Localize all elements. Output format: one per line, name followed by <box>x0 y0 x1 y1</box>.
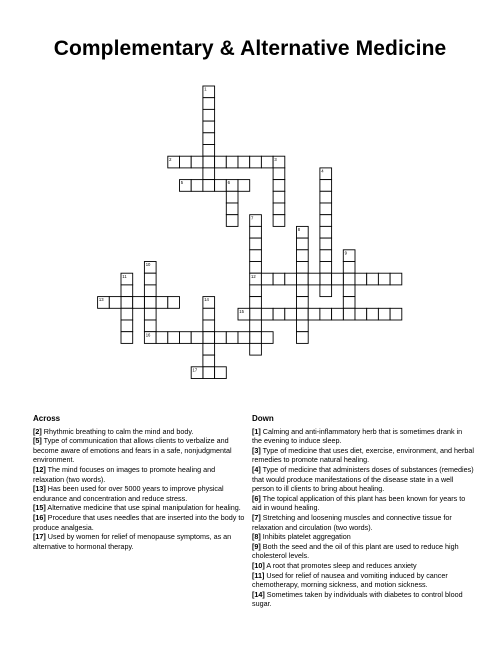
grid-cell[interactable] <box>133 297 145 309</box>
grid-cell[interactable] <box>250 343 262 355</box>
grid-cell[interactable] <box>320 180 332 192</box>
clue-number: [14] <box>252 589 265 599</box>
down-clue <box>252 590 474 609</box>
grid-cell[interactable] <box>168 332 180 344</box>
down-clue <box>252 427 474 446</box>
clue-text: The mind focuses on images to promote healing and relaxation (two words). <box>33 464 216 484</box>
grid-number: 10 <box>145 262 151 268</box>
grid-cell[interactable] <box>250 262 262 274</box>
grid-cell[interactable] <box>203 121 215 133</box>
grid-cell[interactable] <box>297 238 309 250</box>
grid-number: 1 <box>204 86 207 92</box>
clue-text: Alternative medicine that use spinal manipulation for healing. <box>45 503 241 513</box>
grid-number: 9 <box>344 250 347 256</box>
across-clue <box>33 436 245 465</box>
clue-number: [4] <box>252 464 261 474</box>
grid-cell[interactable] <box>320 308 332 320</box>
grid-cell[interactable] <box>203 355 215 367</box>
grid-cell[interactable] <box>226 156 238 168</box>
down-clue <box>252 513 474 532</box>
clue-text: Stretching and loosening muscles and connective tissue for relaxation and circulation (two words). <box>252 512 452 532</box>
clue-text: Procedure that uses needles that are inserted into the body to produce analgesia. <box>33 512 245 532</box>
grid-cell[interactable] <box>226 203 238 215</box>
grid-cell[interactable] <box>121 285 133 297</box>
grid-number: 7 <box>251 215 254 221</box>
grid-cell[interactable] <box>226 332 238 344</box>
clue-number: [7] <box>252 512 261 522</box>
grid-cell[interactable] <box>390 273 402 285</box>
grid-cell[interactable] <box>297 285 309 297</box>
grid-cell[interactable] <box>203 109 215 121</box>
grid-cell[interactable] <box>297 297 309 309</box>
grid-number: 11 <box>122 273 127 279</box>
clue-text: Type of medicine that uses diet, exercise, environment, and herbal remedies to promote natural healing. <box>252 445 475 465</box>
across-clue <box>33 484 245 503</box>
grid-number: 8 <box>297 227 301 232</box>
grid-cell[interactable] <box>180 332 192 344</box>
clue-text: Used for relief of nausea and vomiting induced by cancer chemotherapy, morning sickness, and motion sickness. <box>252 570 448 590</box>
across-clue <box>33 513 245 532</box>
clue-number: [10] <box>252 560 265 570</box>
grid-cell[interactable] <box>332 308 344 320</box>
grid-cell[interactable] <box>156 332 168 344</box>
down-clue <box>252 561 474 571</box>
grid-cell[interactable] <box>121 332 133 344</box>
clue-number: [1] <box>252 426 261 436</box>
grid-cell[interactable] <box>180 156 192 168</box>
down-clue <box>252 465 474 494</box>
across-clue-list <box>33 427 245 552</box>
down-clue-list <box>252 427 474 609</box>
grid-cell[interactable] <box>203 332 215 344</box>
grid-cell[interactable] <box>191 156 203 168</box>
grid-cell[interactable] <box>250 297 262 309</box>
grid-number: 6 <box>227 180 230 186</box>
grid-cell[interactable] <box>320 226 332 238</box>
grid-cell[interactable] <box>320 273 332 285</box>
grid-cell[interactable] <box>215 367 227 379</box>
clue-text: The topical application of this plant has been known for years to aid in wound healing. <box>252 493 466 513</box>
grid-cell[interactable] <box>297 308 309 320</box>
grid-cell[interactable] <box>261 273 273 285</box>
grid-cell[interactable] <box>273 203 285 215</box>
grid-cell[interactable] <box>109 297 121 309</box>
down-clues <box>252 414 474 609</box>
grid-cell[interactable] <box>261 332 273 344</box>
grid-cell[interactable] <box>297 273 309 285</box>
grid-cell[interactable] <box>343 297 355 309</box>
grid-cell[interactable] <box>367 273 379 285</box>
grid-cell[interactable] <box>238 332 250 344</box>
grid-cell[interactable] <box>320 285 332 297</box>
grid-cell[interactable] <box>250 285 262 297</box>
grid-cell[interactable] <box>203 145 215 157</box>
grid-number: 15 <box>239 308 244 314</box>
clue-number: [3] <box>252 445 261 455</box>
grid-cell[interactable] <box>144 285 156 297</box>
clue-number: [5] <box>33 436 42 446</box>
grid-cell[interactable] <box>238 156 250 168</box>
grid-cell[interactable] <box>250 238 262 250</box>
grid-cell[interactable] <box>250 308 262 320</box>
grid-cell[interactable] <box>297 332 309 344</box>
page-title: Complementary & Alternative Medicine <box>53 37 447 60</box>
clue-text: A root that promotes sleep and reduces anxiety <box>264 560 417 570</box>
grid-cell[interactable] <box>320 262 332 274</box>
clue-text: Inhibits platelet aggregation <box>260 532 351 542</box>
grid-cell[interactable] <box>203 98 215 110</box>
grid-cell[interactable] <box>156 297 168 309</box>
grid-cell[interactable] <box>215 156 227 168</box>
clue-number: [11] <box>252 570 265 580</box>
clue-text: Sometimes taken by individuals with diabetes to control blood sugar. <box>252 589 463 609</box>
grid-cell[interactable] <box>273 215 285 227</box>
grid-cell[interactable] <box>273 191 285 203</box>
clue-text: Type of medicine that administers doses of substances (remedies) that would produce manifestations of the disease state in a well person to ill clients to bring about healing. <box>252 464 474 494</box>
across-clue <box>33 465 245 484</box>
grid-cell[interactable] <box>250 332 262 344</box>
grid-cell[interactable] <box>320 191 332 203</box>
grid-cell[interactable] <box>378 273 390 285</box>
grid-number: 4 <box>321 168 324 174</box>
grid-number: 14 <box>204 297 209 303</box>
grid-cell[interactable] <box>320 215 332 227</box>
grid-cell[interactable] <box>343 308 355 320</box>
down-clue <box>252 532 474 542</box>
clue-text: Calming and anti-inflammatory herb that is sometimes drank in the evening to induce sleep. <box>252 426 463 446</box>
grid-cell[interactable] <box>320 250 332 262</box>
grid-number: 16 <box>145 332 151 338</box>
grid-number: 13 <box>98 297 104 303</box>
grid-cell[interactable] <box>168 297 180 309</box>
clue-number: [17] <box>33 532 46 542</box>
down-heading: Down <box>252 414 274 423</box>
grid-cell[interactable] <box>121 308 133 320</box>
grid-cell[interactable] <box>273 168 285 180</box>
grid-cell[interactable] <box>250 226 262 238</box>
across-heading: Across <box>33 414 61 423</box>
grid-cell[interactable] <box>121 320 133 332</box>
across-clue <box>33 532 245 551</box>
clue-number: [12] <box>33 464 46 474</box>
grid-cell[interactable] <box>215 332 227 344</box>
grid-cell[interactable] <box>320 203 332 215</box>
grid-cell[interactable] <box>250 250 262 262</box>
grid-cell[interactable] <box>308 308 320 320</box>
grid-cell[interactable] <box>191 332 203 344</box>
grid-cell[interactable] <box>308 273 320 285</box>
grid-number: 2 <box>169 156 172 162</box>
grid-cell[interactable] <box>297 320 309 332</box>
grid-cell[interactable] <box>355 273 367 285</box>
grid-cell[interactable] <box>343 262 355 274</box>
grid-cell[interactable] <box>261 308 273 320</box>
across-clue <box>33 427 245 437</box>
grid-cell[interactable] <box>144 308 156 320</box>
grid-cell[interactable] <box>203 180 215 192</box>
grid-cell[interactable] <box>250 320 262 332</box>
grid-number: 5 <box>180 180 184 186</box>
grid-cell[interactable] <box>203 168 215 180</box>
clue-number: [15] <box>33 503 46 513</box>
grid-cell[interactable] <box>297 262 309 274</box>
grid-cell[interactable] <box>121 297 133 309</box>
grid-cell[interactable] <box>261 156 273 168</box>
grid-cell[interactable] <box>343 285 355 297</box>
grid-cell[interactable] <box>238 180 250 192</box>
across-clue <box>33 503 245 513</box>
grid-cell[interactable] <box>343 273 355 285</box>
grid-cell[interactable] <box>285 273 297 285</box>
grid-number: 12 <box>251 273 256 279</box>
grid-cell[interactable] <box>273 308 285 320</box>
grid-cell[interactable] <box>203 367 215 379</box>
clue-text: Has been used for over 5000 years to improve physical endurance and concentration and reduce stress. <box>33 484 224 503</box>
down-clue <box>252 494 474 513</box>
down-clue <box>252 571 474 590</box>
grid-cell[interactable] <box>203 133 215 145</box>
grid-cell[interactable] <box>203 320 215 332</box>
grid-cell[interactable] <box>144 320 156 332</box>
clue-text: Used by women for relief of menopause symptoms, as an alternative to hormonal therapy. <box>33 532 232 551</box>
clue-number: [9] <box>252 541 261 551</box>
grid-cell[interactable] <box>226 191 238 203</box>
grid-cell[interactable] <box>355 308 367 320</box>
grid-cell[interactable] <box>226 215 238 227</box>
grid-cell[interactable] <box>273 180 285 192</box>
grid-cell[interactable] <box>144 273 156 285</box>
grid-cell[interactable] <box>390 308 402 320</box>
clue-number: [2] <box>33 426 42 436</box>
clue-number: [8] <box>252 532 261 542</box>
grid-cell[interactable] <box>191 180 203 192</box>
grid-cell[interactable] <box>378 308 390 320</box>
grid-cell[interactable] <box>144 297 156 309</box>
grid-cell[interactable] <box>367 308 379 320</box>
clue-text: Type of communication that allows clients to verbalize and become aware of emotions and fears in a safe, nonjudgmental environment. <box>33 436 232 465</box>
grid-cell[interactable] <box>215 180 227 192</box>
grid-cell[interactable] <box>203 343 215 355</box>
grid-cell[interactable] <box>273 273 285 285</box>
grid-number: 3 <box>274 156 277 162</box>
grid-cell[interactable] <box>297 250 309 262</box>
clue-text: Both the seed and the oil of this plant are used to reduce high cholesterol levels. <box>252 541 459 561</box>
across-clues <box>33 414 245 551</box>
grid-number: 17 <box>192 367 198 373</box>
grid-cell[interactable] <box>332 273 344 285</box>
down-clue <box>252 542 474 561</box>
down-clue <box>252 446 474 465</box>
clue-number: [6] <box>252 493 261 503</box>
grid-cell[interactable] <box>250 156 262 168</box>
clue-number: [13] <box>33 484 46 494</box>
grid-cell[interactable] <box>320 238 332 250</box>
grid-cell[interactable] <box>203 156 215 168</box>
clue-number: [16] <box>33 512 46 522</box>
clue-text: Rhythmic breathing to calm the mind and body. <box>41 426 194 436</box>
grid-cell[interactable] <box>203 308 215 320</box>
grid-cell[interactable] <box>285 308 297 320</box>
